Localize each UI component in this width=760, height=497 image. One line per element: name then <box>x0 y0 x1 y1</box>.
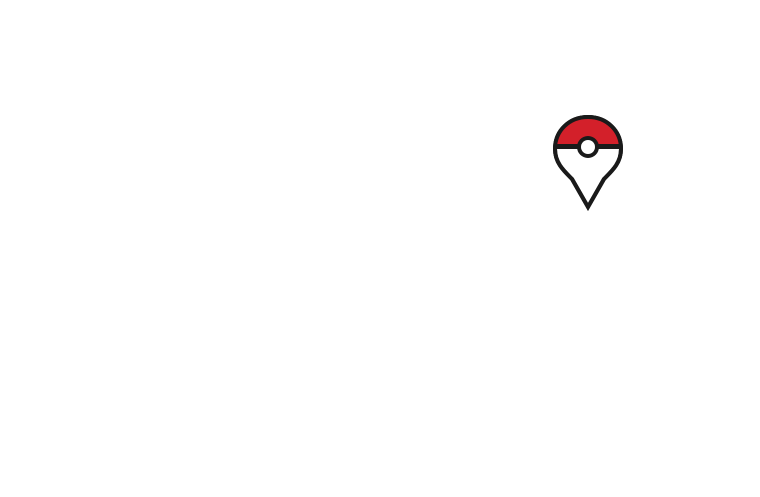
pokeball-map-pin-icon <box>548 113 628 213</box>
